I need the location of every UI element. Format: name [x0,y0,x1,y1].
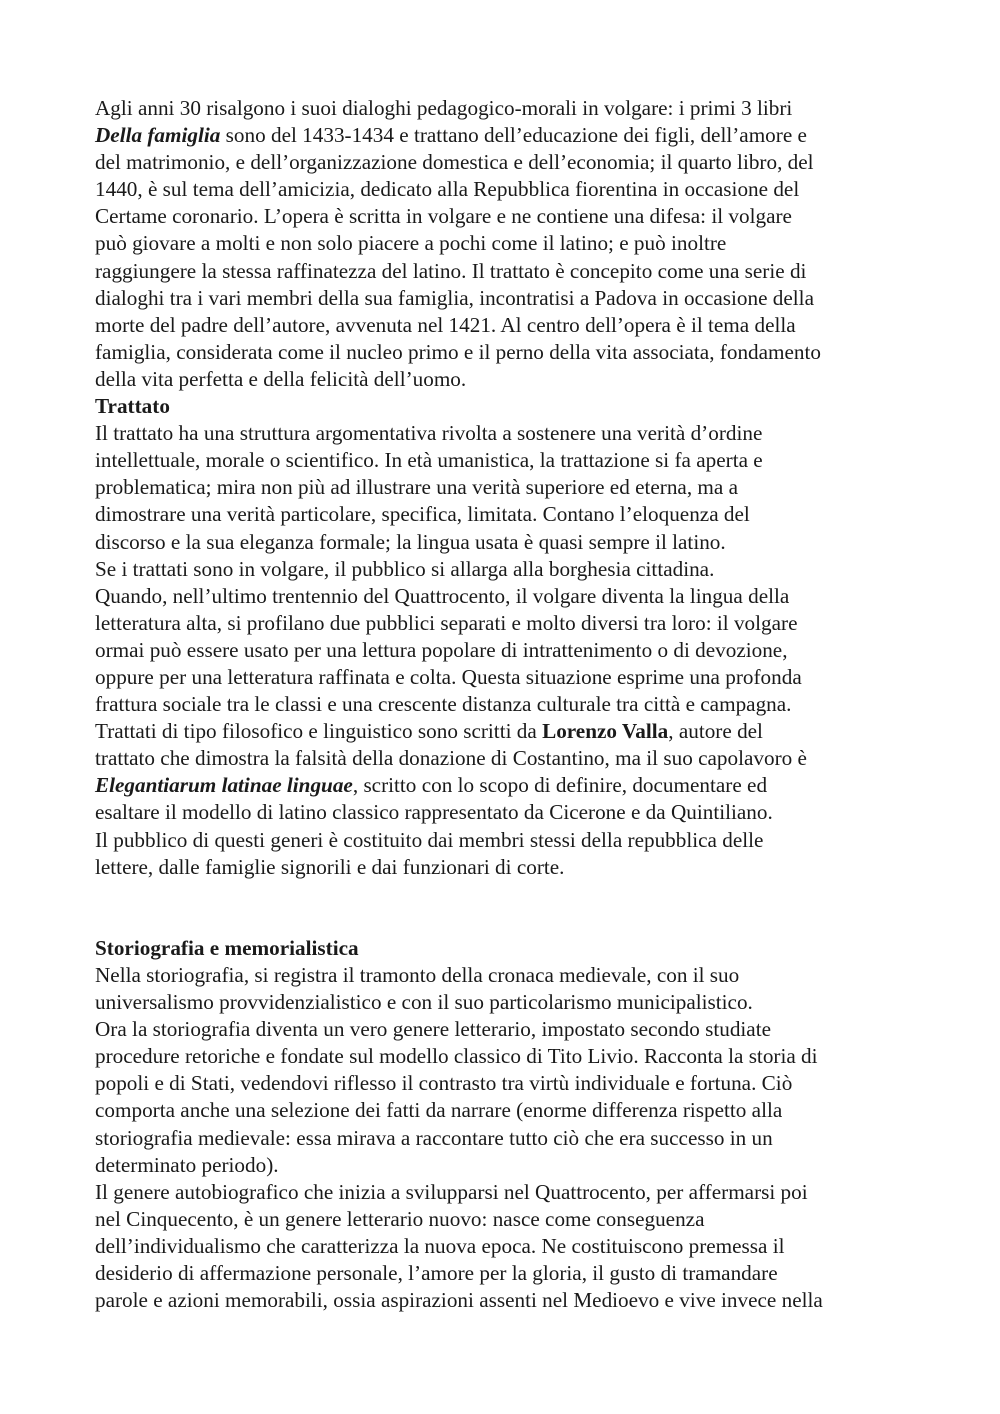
text-line: raggiungere la stessa raffinatezza del latino. Il trattato è concepito come una serie di [95,258,807,283]
text-line: può giovare a molti e non solo piacere a pochi come il latino; e può inoltre [95,231,727,256]
book-title-della-famiglia: Della famiglia [95,123,221,148]
text-line: Nella storiografia, si registra il tramonto della cronaca medievale, con il suo [95,963,740,987]
text-line: parole e azioni memorabili, ossia aspirazioni assenti nel Medioevo e vive invece nella [95,1288,823,1313]
text-line: procedure retoriche e fondate sul modello classico di Tito Livio. Racconta la storia di [95,1044,818,1069]
text-line: Il trattato ha una struttura argomentativa rivolta a sostenere una verità d’ordine [95,421,763,446]
text-line: oppure per una letteratura raffinata e colta. Questa situazione esprime una profonda [95,664,802,689]
document-page [95,95,915,1314]
text-line: Agli anni 30 risalgono i suoi dialoghi pedagogico-morali in volgare: i primi 3 libri [95,96,793,120]
text-line: popoli e di Stati, vedendovi riflesso il contrasto tra virtù individuale e fortuna. Ciò [95,1071,793,1096]
text-line: universalismo provvidenzialistico e con il suo particolarismo municipalistico. [95,990,753,1015]
text-line: Se i trattati sono in volgare, il pubblico si allarga alla borghesia cittadina. [95,556,715,581]
section-heading: Trattato [95,394,170,419]
section-heading: Storiografia e memorialistica [95,935,359,960]
text-line: frattura sociale tra le classi e una crescente distanza culturale tra città e campagna. [95,692,792,717]
author-name-lorenzo-valla: Lorenzo Valla [542,719,669,744]
text-line: Il genere autobiografico che inizia a svilupparsi nel Quattrocento, per affermarsi poi [95,1179,808,1204]
book-title-elegantiarum: Elegantiarum latinae linguae [95,773,353,798]
text-line: comporta anche una selezione dei fatti da narrare (enorme differenza rispetto alla [95,1098,783,1123]
text-line: letteratura alta, si profilano due pubblici separati e molto diversi tra loro: il volgare [95,610,798,635]
text-line: dell’individualismo che caratterizza la nuova epoca. Ne costituiscono premessa il [95,1233,785,1258]
text-line: Ora la storiografia diventa un vero genere letterario, impostato secondo studiate [95,1017,771,1042]
text-line: dimostrare una verità particolare, specifica, limitata. Contano l’eloquenza del [95,502,750,527]
text-line: storiografia medievale: essa mirava a raccontare tutto ciò che era successo in un [95,1125,773,1150]
text-line: intellettuale, morale o scientifico. In età umanistica, la trattazione si fa aperta e [95,448,763,473]
text-line: esaltare il modello di latino classico rappresentato da Cicerone e da Quintiliano. [95,800,773,825]
text-line: Il pubblico di questi generi è costituito dai membri stessi della repubblica delle [95,827,764,852]
text-line: desiderio di affermazione personale, l’amore per la gloria, il gusto di tramandare [95,1261,778,1286]
text-line: del matrimonio, e dell’organizzazione domestica e dell’economia; il quarto libro, del [95,150,814,175]
text-line: della vita perfetta e della felicità dell’uomo. [95,366,467,391]
text-line: problematica; mira non più ad illustrare una verità superiore ed eterna, ma a [95,475,739,500]
text-line: ormai può essere usato per una lettura popolare di intrattenimento o di devozione, [95,637,788,662]
text-line: dialoghi tra i vari membri della sua famiglia, incontratisi a Padova in occasione della [95,285,814,310]
text-line: Trattati di tipo filosofico e linguistico sono scritti da Lorenzo Valla, autore del [95,719,763,744]
text-line: determinato periodo). [95,1152,279,1177]
intro-paragraph [95,95,915,393]
section-storiografia [95,935,915,1314]
text-line: Quando, nell’ultimo trentennio del Quattrocento, il volgare diventa la lingua della [95,583,790,608]
blank-line [95,908,915,935]
text-line: 1440, è sul tema dell’amicizia, dedicato alla Repubblica fiorentina in occasione del [95,177,800,202]
text-line: Della famiglia sono del 1433-1434 e trattano dell’educazione dei figli, dell’amore e [95,123,807,148]
text-line: Elegantiarum latinae linguae, scritto con lo scopo di definire, documentare ed [95,773,768,798]
blank-line [95,881,915,908]
text-line: trattato che dimostra la falsità della donazione di Costantino, ma il suo capolavoro è [95,746,807,771]
text-line: nel Cinquecento, è un genere letterario nuovo: nasce come conseguenza [95,1206,705,1231]
text-line: Certame coronario. L’opera è scritta in volgare e ne contiene una difesa: il volgare [95,204,792,229]
section-trattato [95,393,915,881]
text-line: morte del padre dell’autore, avvenuta nel 1421. Al centro dell’opera è il tema della [95,312,796,337]
text-line: famiglia, considerata come il nucleo primo e il perno della vita associata, fondamento [95,339,822,364]
text-line: lettere, dalle famiglie signorili e dai funzionari di corte. [95,854,565,879]
text-line: discorso e la sua eleganza formale; la lingua usata è quasi sempre il latino. [95,529,726,554]
